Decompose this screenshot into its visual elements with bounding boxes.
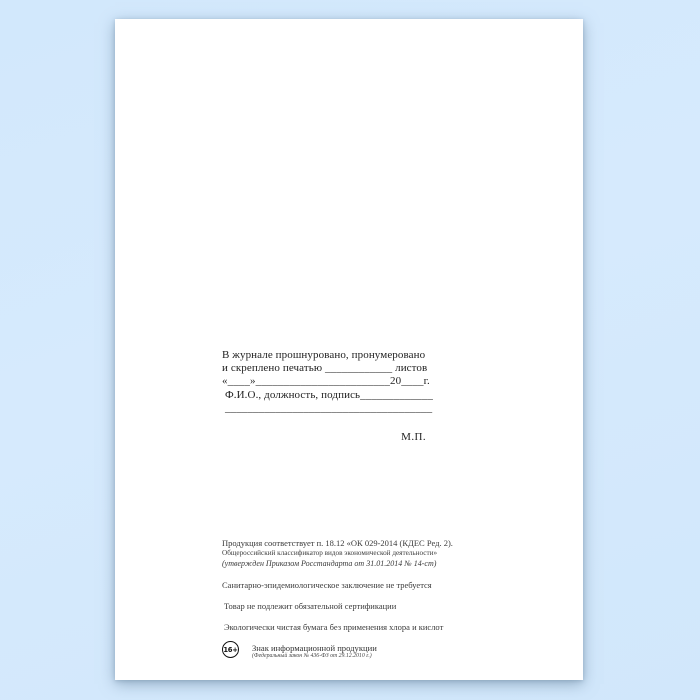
classification-note [222,538,522,569]
age-mark-subtitle: (Федеральный закон № 436-ФЗ от 29.12.2010 г.) [252,653,372,659]
age-mark [222,641,522,660]
classification-line-3: (утвержден Приказом Росстандарта от 31.01.2014 № 14-ст) [222,559,437,568]
cert-line-signature: Ф.И.О., должность, подпись_____________ [225,388,433,401]
paper-page [115,19,583,680]
classification-line-1: Продукция соответствует п. 18.12 «ОК 029-2014 (КДЕС Ред. 2). [222,538,453,548]
cert-line-blank: _____________________________________ [225,401,433,414]
age-mark-text [252,641,377,660]
age-mark-title: Знак информационной продукции [252,643,377,653]
sanitary-note: Санитарно-эпидемиологическое заключение не требуется [222,580,432,590]
age-16-plus-icon: 16+ [222,641,239,658]
cert-line-date: «____»________________________20____г. [222,375,430,388]
stamp-place-label: М.П. [401,431,426,444]
classification-line-2: Общероссийский классификатор видов экономической деятельности» [222,549,438,557]
cert-line-sealed: и скреплено печатью ____________ листов [222,362,428,375]
cert-line-bound: В журнале прошнуровано, пронумеровано [222,349,426,361]
eco-note: Экологически чистая бумага без применения хлора и кислот [224,622,444,632]
certification-block [222,349,432,444]
certification-note: Товар не подлежит обязательной сертификации [224,601,397,611]
footer-block [222,538,522,660]
